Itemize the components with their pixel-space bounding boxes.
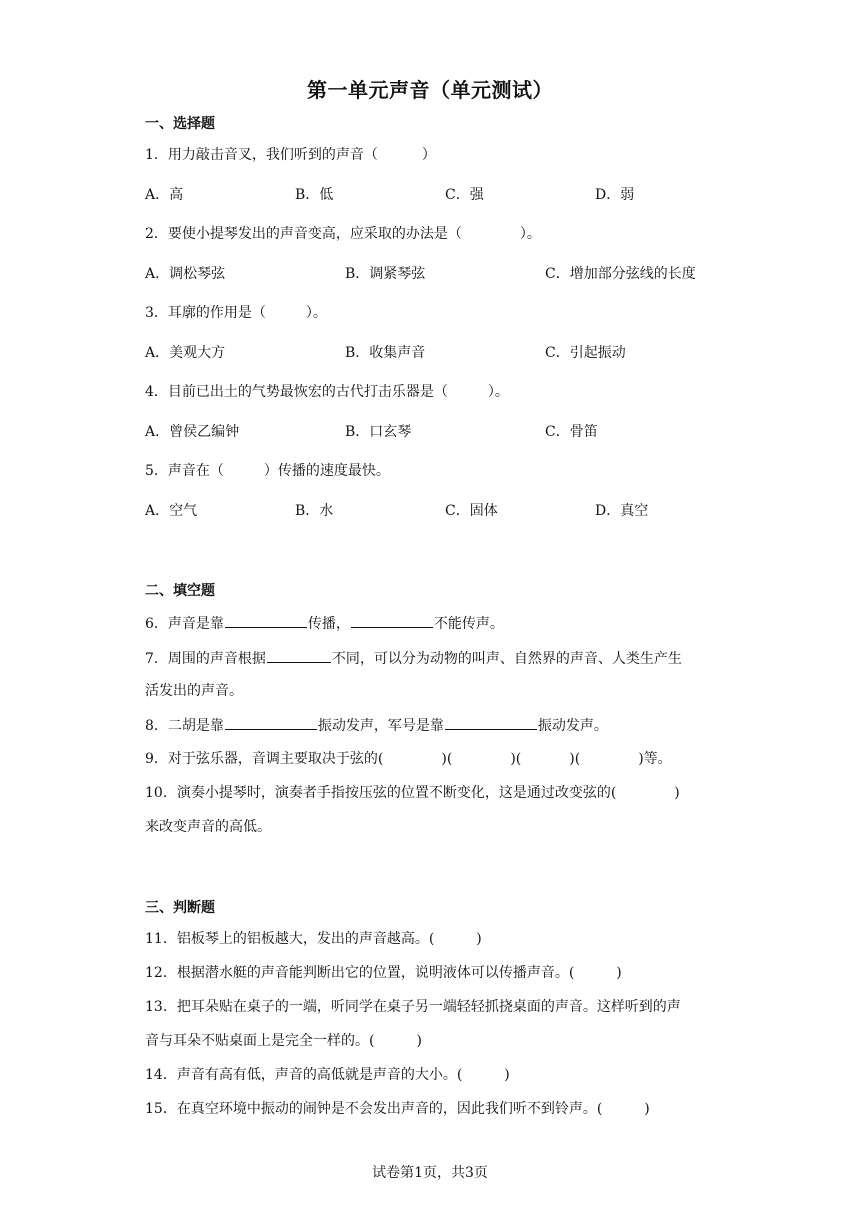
question-13-paren: )	[416, 1033, 422, 1049]
q5-option-a[interactable]: A．空气	[145, 503, 198, 519]
question-12-paren: )	[616, 965, 622, 981]
q4-option-a[interactable]: A．曾侯乙编钟	[145, 424, 240, 440]
question-9-paren: )(	[510, 751, 522, 767]
question-15-paren: )	[644, 1101, 650, 1117]
question-14-text: 14．声音有高有低，声音的高低就是声音的大小。(	[145, 1067, 463, 1083]
question-13: 13．把耳朵贴在桌子的一端，听同学在桌子另一端轻轻抓挠桌面的声音。这样听到的声	[145, 999, 681, 1015]
question-5-stem: 5．声音在（	[145, 463, 224, 479]
question-4-stem: 4．目前已出土的气势最恢宏的古代打击乐器是（	[145, 384, 448, 400]
question-14-paren: )	[504, 1067, 510, 1083]
question-3-stem: 3．耳廓的作用是（	[145, 305, 266, 321]
question-8-text-3: 振动发声。	[537, 718, 608, 734]
page-footer: 试卷第1页，共3页	[372, 1165, 488, 1181]
q2-option-b[interactable]: B．调紧琴弦	[345, 266, 426, 282]
question-3-stem-end: ）。	[305, 305, 327, 321]
question-13-text: 音与耳朵不贴桌面上是完全一样的。(	[145, 1033, 375, 1049]
question-7	[145, 648, 682, 669]
q5-option-b[interactable]: B．水	[295, 503, 334, 519]
question-4-stem-end: ）。	[487, 384, 509, 400]
answer-blank[interactable]	[351, 613, 433, 628]
q3-option-c[interactable]: C．引起振动	[545, 345, 626, 361]
question-14	[145, 1065, 510, 1085]
question-9-paren: )(	[569, 751, 581, 767]
section-title-fill: 二、填空题	[145, 583, 215, 599]
question-5	[145, 461, 390, 481]
q1-option-d[interactable]: D．弱	[595, 187, 635, 203]
question-13-cont	[145, 1031, 422, 1051]
question-9-paren: )等。	[638, 751, 672, 767]
question-6-text-3: 不能传声。	[433, 616, 504, 632]
section-title-judge: 三、判断题	[145, 900, 215, 916]
question-5-stem-end: ）传播的速度最快。	[263, 463, 390, 479]
question-7-text-1: 7．周围的声音根据	[145, 651, 266, 667]
question-10	[145, 783, 680, 803]
question-4	[145, 382, 509, 402]
question-12	[145, 963, 622, 983]
question-15-text: 15．在真空环境中振动的闹钟是不会发出声音的，因此我们听不到铃声。(	[145, 1101, 603, 1117]
question-11	[145, 929, 482, 949]
question-6-text-1: 6．声音是靠	[145, 616, 224, 632]
q3-option-b[interactable]: B．收集声音	[345, 345, 426, 361]
question-1-stem-end: ）	[421, 147, 436, 163]
q1-option-c[interactable]: C．强	[445, 187, 484, 203]
answer-blank[interactable]	[267, 648, 331, 663]
question-1	[145, 145, 436, 165]
question-8	[145, 715, 608, 736]
question-9-paren: )(	[441, 751, 453, 767]
q2-option-c[interactable]: C．增加部分弦线的长度	[545, 266, 696, 282]
question-8-text-2: 振动发声，军号是靠	[317, 718, 444, 734]
question-2	[145, 224, 541, 244]
page-title: 第一单元声音（单元测试）	[307, 78, 553, 102]
question-10-cont: 来改变声音的高低。	[145, 819, 271, 835]
q3-option-a[interactable]: A．美观大方	[145, 345, 226, 361]
question-3	[145, 303, 327, 323]
question-8-text-1: 8．二胡是靠	[145, 718, 224, 734]
answer-blank[interactable]	[225, 613, 307, 628]
question-9-text-1: 9．对于弦乐器，音调主要取决于弦的(	[145, 751, 384, 767]
question-2-stem: 2．要使小提琴发出的声音变高，应采取的办法是（	[145, 226, 462, 242]
q1-option-b[interactable]: B．低	[295, 187, 334, 203]
answer-blank[interactable]	[225, 715, 317, 730]
question-6-text-2: 传播，	[307, 616, 350, 632]
question-9	[145, 749, 672, 769]
question-7-cont: 活发出的声音。	[145, 683, 243, 699]
question-10-paren: )	[674, 785, 680, 801]
question-15	[145, 1099, 650, 1119]
question-6	[145, 613, 504, 634]
section-title-choice: 一、选择题	[145, 116, 215, 132]
q2-option-a[interactable]: A．调松琴弦	[145, 266, 226, 282]
q5-option-d[interactable]: D．真空	[595, 503, 649, 519]
question-7-text-2: 不同，可以分为动物的叫声、自然界的声音、人类生产生	[331, 651, 682, 667]
question-2-stem-end: ）。	[519, 226, 541, 242]
question-11-paren: )	[476, 931, 482, 947]
answer-blank[interactable]	[445, 715, 537, 730]
q4-option-c[interactable]: C．骨笛	[545, 424, 598, 440]
question-1-stem: 1．用力敲击音叉，我们听到的声音（	[145, 147, 378, 163]
question-11-text: 11．铝板琴上的铝板越大，发出的声音越高。(	[145, 931, 435, 947]
q5-option-c[interactable]: C．固体	[445, 503, 498, 519]
question-12-text: 12．根据潜水艇的声音能判断出它的位置，说明液体可以传播声音。(	[145, 965, 575, 981]
q1-option-a[interactable]: A．高	[145, 187, 184, 203]
question-10-text-1: 10．演奏小提琴时，演奏者手指按压弦的位置不断变化，这是通过改变弦的(	[145, 785, 617, 801]
q4-option-b[interactable]: B．口玄琴	[345, 424, 412, 440]
